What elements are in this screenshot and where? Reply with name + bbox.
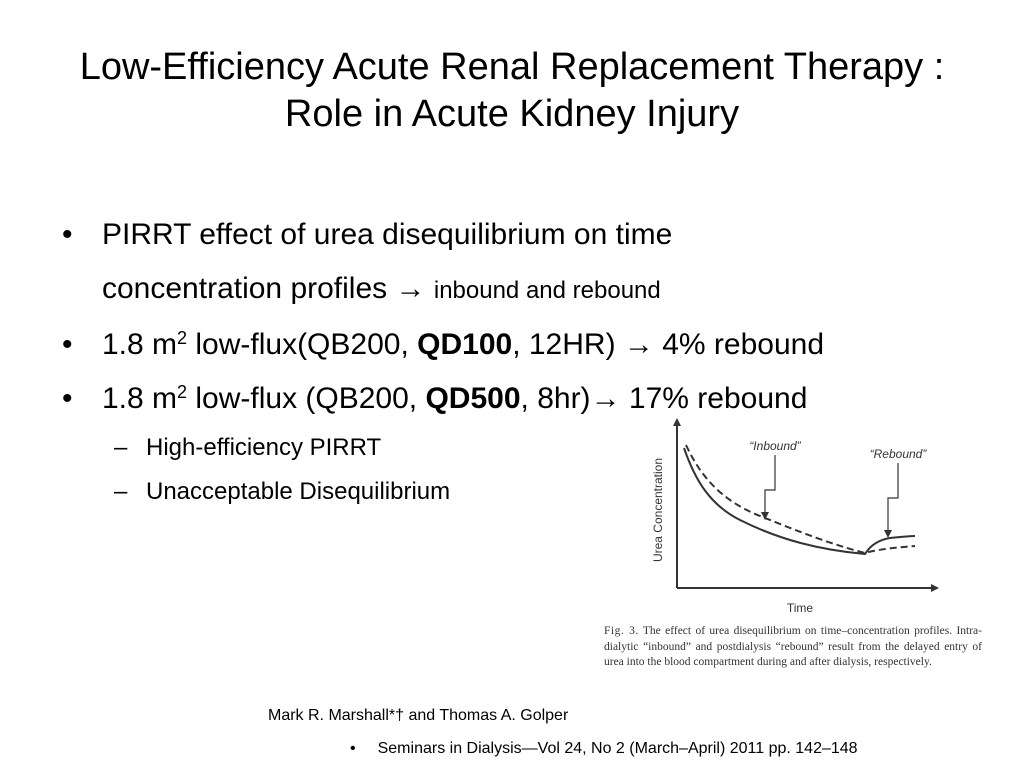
bold-text: QD100 bbox=[417, 328, 513, 361]
title-line-1: Low-Efficiency Acute Renal Replacement Therapy : bbox=[79, 46, 945, 88]
arrow-icon: → bbox=[395, 272, 426, 305]
sub-bullet-text: High-efficiency PIRRT bbox=[146, 434, 382, 461]
bullet-item bbox=[62, 208, 962, 318]
bullet-text: 1.8 m bbox=[102, 328, 178, 361]
figure-caption bbox=[604, 624, 982, 671]
solid-curve bbox=[684, 448, 915, 554]
y-axis-label: Urea Concentration bbox=[651, 457, 665, 563]
rebound-pointer bbox=[888, 463, 898, 534]
inbound-pointer bbox=[765, 455, 775, 516]
bullet-dot: • bbox=[62, 218, 73, 251]
bullet-small-text: inbound and rebound bbox=[433, 277, 661, 304]
bullet-text: 17% rebound bbox=[620, 382, 808, 415]
superscript: 2 bbox=[177, 382, 188, 402]
bullet-dot: • bbox=[62, 382, 73, 415]
slide-title bbox=[20, 44, 1004, 138]
sub-bullet-text: Unacceptable Disequilibrium bbox=[146, 478, 451, 505]
bullet-text: low-flux(QB200, bbox=[187, 328, 418, 361]
rebound-label: “Rebound” bbox=[869, 447, 927, 461]
bullet-text: PIRRT effect of urea disequilibrium on time bbox=[102, 218, 673, 251]
journal-citation bbox=[350, 740, 858, 758]
caption-lead: Fig. 3. bbox=[604, 625, 639, 637]
sub-bullet-dash: – bbox=[114, 478, 128, 505]
x-axis-label: Time bbox=[786, 601, 814, 615]
superscript: 2 bbox=[177, 328, 188, 348]
bullet-text: , 8hr) bbox=[520, 382, 591, 415]
arrow-icon: → bbox=[590, 382, 621, 415]
arrow-icon: → bbox=[623, 328, 654, 361]
bullet-text-cont: concentration profiles bbox=[102, 272, 388, 305]
caption-text: The effect of urea disequilibrium on time–concentration profiles. Intra-dialytic “inbound” and postdialysis “rebound” result from the delayed entry of urea into the blood compartment during and after dialysis, respectively. bbox=[604, 625, 982, 668]
bold-text: QD500 bbox=[425, 382, 521, 415]
journal-text: Seminars in Dialysis—Vol 24, No 2 (March–April) 2011 pp. 142–148 bbox=[377, 740, 858, 757]
bullet-text: 4% rebound bbox=[653, 328, 825, 361]
bullet-text: , 12HR) bbox=[512, 328, 624, 361]
dashed-curve bbox=[686, 445, 915, 553]
bullet-text: low-flux (QB200, bbox=[187, 382, 426, 415]
sub-bullet-dash: – bbox=[114, 434, 128, 461]
inbound-label: “Inbound” bbox=[749, 439, 801, 453]
title-line-2: Role in Acute Kidney Injury bbox=[284, 93, 740, 135]
bullet-dot: • bbox=[62, 328, 73, 361]
citation-bullet: • bbox=[350, 740, 356, 757]
authors: Mark R. Marshall*† and Thomas A. Golper bbox=[268, 707, 569, 724]
bullet-item bbox=[62, 318, 962, 372]
bullet-text: 1.8 m bbox=[102, 382, 178, 415]
